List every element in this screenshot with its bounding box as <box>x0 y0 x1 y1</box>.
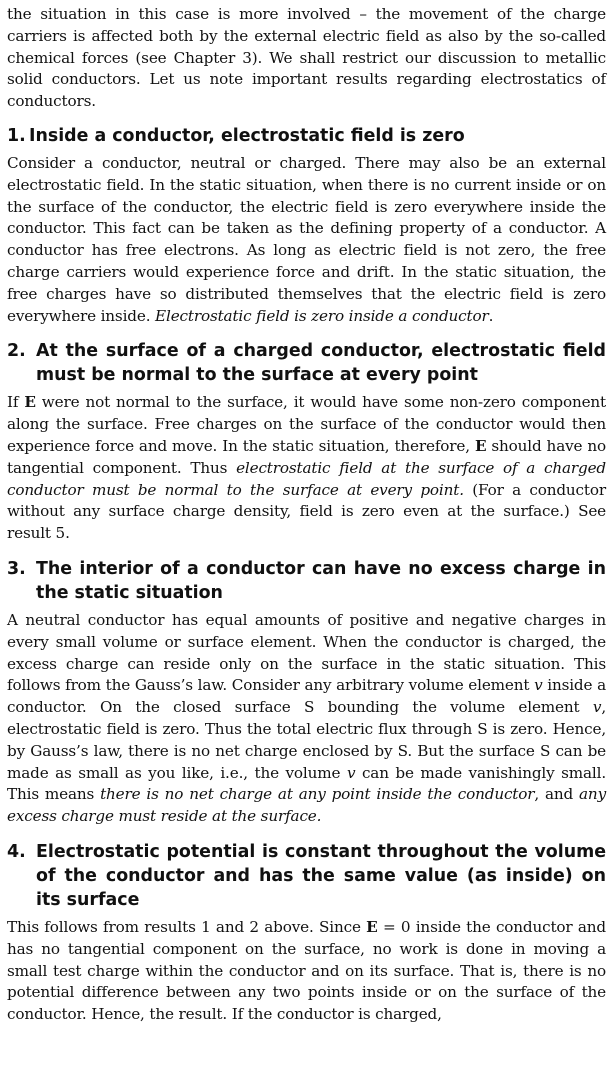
section-2-bold-a: E <box>24 393 36 412</box>
section-3-italic-a: v <box>534 676 543 695</box>
section-1-heading <box>7 124 606 148</box>
section-2-text-a: If <box>7 393 25 412</box>
section-1-number: 1. <box>7 125 26 146</box>
section-3-text-a: A neutral conductor has equal amounts of positive and negative charges in every small volume or surface element. When the conductor is charged, the excess charge can reside only on the surface in the static situation. This follows from the Gauss’s law. Consider any arbitrary volume element <box>7 610 606 695</box>
section-1 <box>7 124 606 327</box>
section-4-text-b: = 0 inside the conductor and has no tangential component on the surface, no work is done in moving a small test charge within the conductor and on its surface. That is, there is no potential difference between any two points inside or on the surface of the conductor. Hence, the result. If the conductor is charged, <box>7 917 606 1024</box>
section-2-text-c: should have no tangential component. Thus <box>7 436 606 477</box>
section-2-text-d: (For a conductor without any surface charge density, field is zero even at the surface.) See result 5. <box>7 480 606 543</box>
section-3-italic-b: v <box>592 698 602 717</box>
section-4-number: 4. <box>7 841 26 862</box>
section-4 <box>7 840 606 1026</box>
document-page <box>7 4 606 1038</box>
section-3-title: The interior of a conductor can have no excess charge in the static situation <box>36 558 606 603</box>
section-3-heading <box>7 557 606 605</box>
section-1-text-a: Consider a conductor, neutral or charged. There may also be an external electrostatic field. In the static situation, when there is no current inside or on the surface of the conductor, the electric field is zero everywhere inside the conductor. This fact can be taken as the defining property of a conductor. A conductor has free electrons. As long as electric field is not zero, the free charge carriers would experience force and drift. In the static situation, the free charges have so distributed themselves that the electric field is zero everywhere inside. <box>7 153 606 325</box>
section-2-title: At the surface of a charged conductor, electrostatic field must be normal to the surface at every point <box>36 341 606 386</box>
section-1-title: Inside a conductor, electrostatic field is zero <box>29 125 465 146</box>
section-4-paragraph <box>7 917 606 1026</box>
section-3 <box>7 557 606 828</box>
section-2-text-b: were not normal to the surface, it would have some non-zero component along the surface. Free charges on the surface of the conductor would then experience force and move. In the static situation, therefore, <box>7 393 606 455</box>
section-2-paragraph <box>7 392 606 545</box>
section-3-italic-e: any excess charge must reside at the surface. <box>7 785 606 826</box>
section-4-text-a: This follows from results 1 and 2 above. Since <box>7 917 367 936</box>
section-1-italic-a: Electrostatic field is zero inside a conductor <box>155 306 489 325</box>
section-2-number: 2. <box>7 341 26 362</box>
section-3-text-e: , and <box>534 785 580 804</box>
section-4-bold-a: E <box>366 917 378 936</box>
section-3-paragraph <box>7 610 606 828</box>
section-3-text-c: , electrostatic field is zero. Thus the total electric flux through S is zero. Hence, by Gauss’s law, there is no net charge enclosed by S. But the surface S can be made as small as you like, i.e., the volume <box>7 698 606 782</box>
section-1-text-b: . <box>488 306 494 325</box>
section-2-heading <box>7 339 606 387</box>
section-2-bold-b: E <box>474 436 487 455</box>
section-3-italic-c: v <box>346 763 356 782</box>
section-3-text-d: can be made vanishingly small. This means <box>7 763 606 804</box>
section-3-italic-d: there is no net charge at any point inside the conductor <box>100 785 535 804</box>
section-1-paragraph <box>7 153 606 327</box>
intro-paragraph <box>7 4 606 113</box>
intro-text: the situation in this case is more involved – the movement of the charge carriers is affected both by the external electric field as also by the so-called chemical forces (see Chapter 3). We shall restrict our discussion to metallic solid conductors. Let us note important results regarding electrostatics of conductors. <box>7 5 606 111</box>
section-4-heading <box>7 840 606 912</box>
section-2 <box>7 339 606 545</box>
section-2-italic-a: electrostatic field at the surface of a charged conductor must be normal to the surface at every point. <box>7 458 607 499</box>
section-3-number: 3. <box>7 558 26 579</box>
section-4-title: Electrostatic potential is constant throughout the volume of the conductor and has the same value (as inside) on its surface <box>36 841 606 910</box>
section-3-text-b: inside a conductor. On the closed surface S bounding the volume element <box>7 676 606 717</box>
